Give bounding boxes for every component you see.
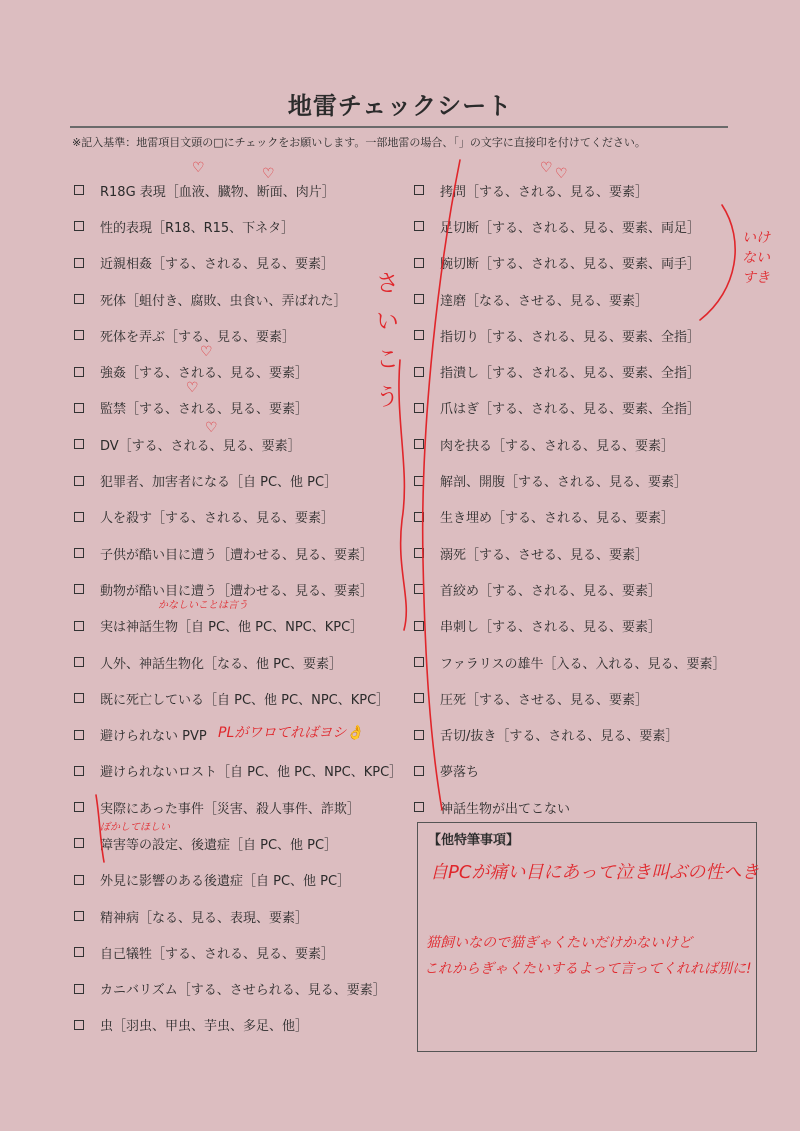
item-label: 強姦［する、される、見る、要素］ <box>100 366 309 382</box>
item-label: 人外、神話生物化［なる、他 PC、要素］ <box>100 656 343 672</box>
item-label: 足切断［する、される、見る、要素、両足］ <box>440 220 701 236</box>
annotation-margin: いけない すき <box>742 230 770 286</box>
notes-handwritten-line1: 自PCが痛い目にあって泣き叫ぶの性へき <box>430 862 760 883</box>
item-label: 指潰し［する、される、見る、要素、全指］ <box>440 366 701 382</box>
item-label: 死体［蛆付き、腐敗、虫食い、弄ばれた］ <box>100 293 347 309</box>
item-label: 既に死亡している［自 PC、他 PC、NPC、KPC］ <box>100 692 390 708</box>
item-label: 近親相姦［する、される、見る、要素］ <box>100 257 335 273</box>
item-label: DV［する、される、見る、要素］ <box>100 438 301 454</box>
item-label: 実は神話生物［自 PC、他 PC、NPC、KPC］ <box>100 620 364 636</box>
notes-handwritten-line2a: 猫飼いなので猫ぎゃくたいだけかないけど <box>426 935 692 951</box>
heart-icon: ♡ <box>186 380 199 396</box>
item-label: 生き埋め［する、される、見る、要素］ <box>440 511 675 527</box>
item-label: 舌切/抜き［する、される、見る、要素］ <box>440 729 679 745</box>
item-label: 虫［羽虫、甲虫、芋虫、多足、他］ <box>100 1019 309 1035</box>
instruction-text: ※記入基準：地雷項目文頭の□にチェックをお願いします。一部地雷の場合、「」の文字に直接印を付けてください。 <box>72 136 646 149</box>
item-label: 爪はぎ［する、される、見る、要素、全指］ <box>440 402 701 418</box>
item-label: カニバリズム［する、させられる、見る、要素］ <box>100 983 386 999</box>
annotation-incident: ぼかしてほしい <box>100 822 170 833</box>
item-label: 腕切断［する、される、見る、要素、両手］ <box>440 257 701 273</box>
item-label: 夢落ち <box>440 765 480 781</box>
heart-icon: ♡ <box>192 160 205 176</box>
item-label: 実際にあった事件［災害、殺人事件、詐欺］ <box>100 801 360 817</box>
heart-icon: ♡ <box>262 166 275 182</box>
page-title: 地雷チェックシート <box>287 92 513 120</box>
item-label: 串刺し［する、される、見る、要素］ <box>440 620 662 636</box>
item-label: 死体を弄ぶ［する、見る、要素］ <box>100 329 296 345</box>
annotation-animal: かなしいことは言う <box>158 600 248 611</box>
heart-icon: ♡ <box>200 344 213 360</box>
item-label: 指切り［する、される、見る、要素、全指］ <box>440 329 701 345</box>
bracket-line <box>423 160 460 810</box>
item-label: 圧死［する、させる、見る、要素］ <box>440 692 649 708</box>
item-label: 性的表現［R18、R15、下ネタ］ <box>100 220 295 236</box>
item-label: R18G 表現［血液、臓物、断面、肉片］ <box>100 184 335 200</box>
item-label: 達磨［なる、させる、見る、要素］ <box>440 293 649 309</box>
item-label: 肉を抉る［する、される、見る、要素］ <box>440 438 675 454</box>
right-brace <box>700 205 735 320</box>
item-label: 障害等の設定、後遺症［自 PC、他 PC］ <box>100 837 338 853</box>
item-label: 自己犠牲［する、される、見る、要素］ <box>100 946 335 962</box>
item-label: 避けられないロスト［自 PC、他 PC、NPC、KPC］ <box>100 765 403 781</box>
annotation-vertical: さいこう <box>371 270 399 422</box>
item-label: 解剖、開腹［する、される、見る、要素］ <box>440 475 688 491</box>
notes-handwritten-line2b: これからぎゃくたいするよって言ってくれれば別に! <box>424 961 752 977</box>
item-label: 首絞め［する、される、見る、要素］ <box>440 583 662 599</box>
notes-label: 【他特筆事項】 <box>428 833 520 848</box>
item-label: ファラリスの雄牛［入る、入れる、見る、要素］ <box>440 656 726 672</box>
item-label: 避けられない PVP <box>100 729 207 745</box>
item-label: 溺死［する、させる、見る、要素］ <box>440 547 649 563</box>
item-label: 子供が酷い目に遭う［遭わせる、見る、要素］ <box>100 547 374 563</box>
heart-icon: ♡ <box>540 160 553 176</box>
item-label: 監禁［する、される、見る、要素］ <box>100 402 309 418</box>
heart-icon: ♡ <box>205 420 218 436</box>
item-label: 動物が酷い目に遭う［遭わせる、見る、要素］ <box>100 583 374 599</box>
heart-icon: ♡ <box>555 166 568 182</box>
item-label: 精神病［なる、見る、表現、要素］ <box>100 910 309 926</box>
item-label: 人を殺す［する、される、見る、要素］ <box>100 511 335 527</box>
item-label: 拷問［する、される、見る、要素］ <box>440 184 649 200</box>
item-label: 外見に影響のある後遺症［自 PC、他 PC］ <box>100 874 351 890</box>
item-label: 犯罪者、加害者になる［自 PC、他 PC］ <box>100 475 338 491</box>
item-label: 神話生物が出てこない <box>440 801 571 817</box>
annotation-pvp: PLがワロてればヨシ👌 <box>218 725 364 741</box>
